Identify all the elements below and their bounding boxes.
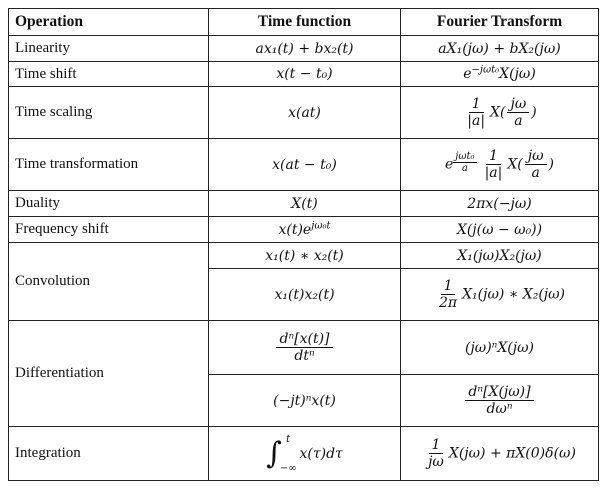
- operation-name: Integration: [9, 427, 209, 481]
- operation-name: Differentiation: [9, 321, 209, 427]
- fraction: $\frac{1}{|a|}$: [467, 95, 486, 129]
- row-integration: [9, 427, 599, 481]
- header-operation: Operation: [9, 9, 209, 36]
- integral: ∫ t −∞ x(τ)dτ: [266, 433, 343, 474]
- operation-name: Convolution: [9, 243, 209, 321]
- operation-name: Time shift: [9, 62, 209, 87]
- time-function: ax₁(t) + bx₂(t): [209, 36, 401, 62]
- row-convolution: [9, 243, 599, 269]
- fourier-transform: $e^{-j\omega t_0}X(j\omega)$: [401, 62, 599, 87]
- fourier-transform: $\frac{1}{2\pi}$ X₁(jω) ∗ X₂(jω): [401, 269, 599, 321]
- integral-sign-icon: ∫: [266, 435, 282, 471]
- row-time-transformation: [9, 139, 599, 191]
- header-row: [9, 9, 599, 36]
- fraction: $\frac{1}{2\pi}$: [438, 277, 458, 311]
- operation-name: Duality: [9, 191, 209, 217]
- fraction: $\frac{1}{j\omega}$: [428, 436, 444, 470]
- row-time-scaling: [9, 87, 599, 139]
- exponent-fraction: $\frac{\text{jωt₀}}{a}$: [455, 150, 475, 174]
- time-function: x₁(t)x₂(t): [209, 269, 401, 321]
- operation-name: Time transformation: [9, 139, 209, 191]
- fourier-transform: [401, 375, 599, 427]
- row-differentiation: [9, 321, 599, 375]
- time-function: $x(t)e^{j\omega_0t}$: [209, 217, 401, 243]
- operation-name: Frequency shift: [9, 217, 209, 243]
- row-linearity: [9, 36, 599, 62]
- operation-name: Time scaling: [9, 87, 209, 139]
- operation-name: Linearity: [9, 36, 209, 62]
- header-time-function: Time function: [209, 9, 401, 36]
- fraction: $\frac{1}{|a|}$: [484, 147, 503, 181]
- fourier-transform: X₁(jω)X₂(jω): [401, 243, 599, 269]
- time-function: x₁(t) ∗ x₂(t): [209, 243, 401, 269]
- fourier-transform: 2πx(−jω): [401, 191, 599, 217]
- row-duality: [9, 191, 599, 217]
- fourier-transform: $\frac{1}{j\omega}$ X(jω) + πX(0)δ(ω): [401, 427, 599, 481]
- transform-body: X(jω): [499, 66, 536, 82]
- time-function: X(t): [209, 191, 401, 217]
- exponent: −jωt₀: [471, 64, 500, 76]
- header-fourier-transform: Fourier Transform: [401, 9, 599, 36]
- time-function: x(t − t₀): [209, 62, 401, 87]
- derivative-fraction: $\frac{\text{dⁿ[x(t)]}}{\text{dtⁿ}}$: [276, 331, 332, 364]
- time-function: x(at − t₀): [209, 139, 401, 191]
- fourier-properties-table: [8, 8, 599, 481]
- time-function: x(at): [209, 87, 401, 139]
- argument-fraction: $\frac{j\omega}{a}$: [525, 148, 547, 181]
- fourier-transform: e $\frac{\text{jωt₀}}{a}$ $\frac{1}{|a|}$ X( $\frac{j\omega}{a}$ ): [401, 139, 599, 191]
- fourier-transform: $\frac{1}{|a|}$ X( $\frac{j\omega}{a}$ ): [401, 87, 599, 139]
- time-function: [209, 427, 401, 481]
- row-frequency-shift: [9, 217, 599, 243]
- fourier-transform: aX₁(jω) + bX₂(jω): [401, 36, 599, 62]
- time-function: (−jt)ⁿx(t): [209, 375, 401, 427]
- fourier-transform: (jω)ⁿX(jω): [401, 321, 599, 375]
- exponent: jω₀t: [311, 219, 331, 231]
- time-function: [209, 321, 401, 375]
- row-time-shift: [9, 62, 599, 87]
- derivative-fraction: $\frac{\text{dⁿ[X(jω)]}}{\text{dωⁿ}}$: [465, 384, 533, 417]
- argument-fraction: $\frac{j\omega}{a}$: [507, 96, 529, 129]
- fourier-transform: X(j(ω − ω₀)): [401, 217, 599, 243]
